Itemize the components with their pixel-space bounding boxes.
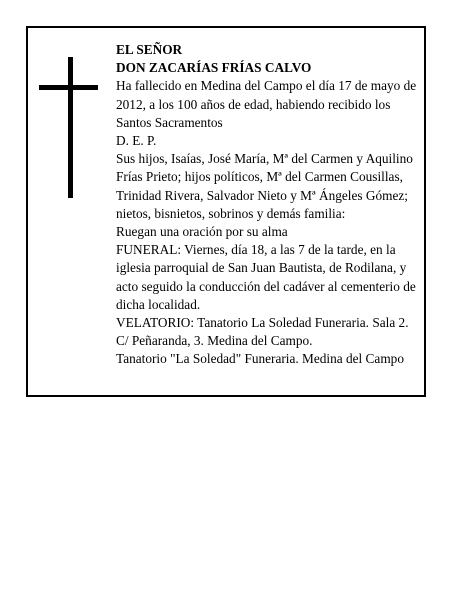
cross-horizontal-bar [39, 85, 98, 90]
obituary-notice [26, 26, 426, 397]
notice-body [116, 41, 422, 369]
prayer-request: Ruegan una oración por su alma [116, 224, 288, 240]
notice-title: EL SEÑOR [116, 42, 183, 57]
deceased-name: DON ZACARÍAS FRÍAS CALVO [116, 60, 312, 76]
funeral-details: FUNERAL: Viernes, día 18, a las 7 de la tarde, en la iglesia parroquial de San Juan Bautista, de Rodilana, y acto seguido la conducción del cadáver al cementerio de dicha localidad. [116, 242, 416, 312]
velatorio-details: VELATORIO: Tanatorio La Soledad Funeraria. Sala 2. C/ Peñaranda, 3. Medina del Campo. [116, 315, 409, 349]
cross-vertical-bar [68, 57, 73, 198]
family-list: Sus hijos, Isaías, José María, Mª del Carmen y Aquilino Frías Prieto; hijos políticos, Mª del Carmen Cousillas, Trinidad Rivera, Salvador Nieto y Mª Ángeles Gómez; nietos, bisnietos, sobrinos y demás familia: [116, 151, 413, 221]
death-announcement: Ha fallecido en Medina del Campo el día 17 de mayo de 2012, a los 100 años de edad, habiendo recibido los Santos Sacramentos [116, 78, 417, 130]
funeral-home-line: Tanatorio "La Soledad" Funeraria. Medina del Campo [116, 351, 404, 367]
dep-line: D. E. P. [116, 133, 157, 149]
